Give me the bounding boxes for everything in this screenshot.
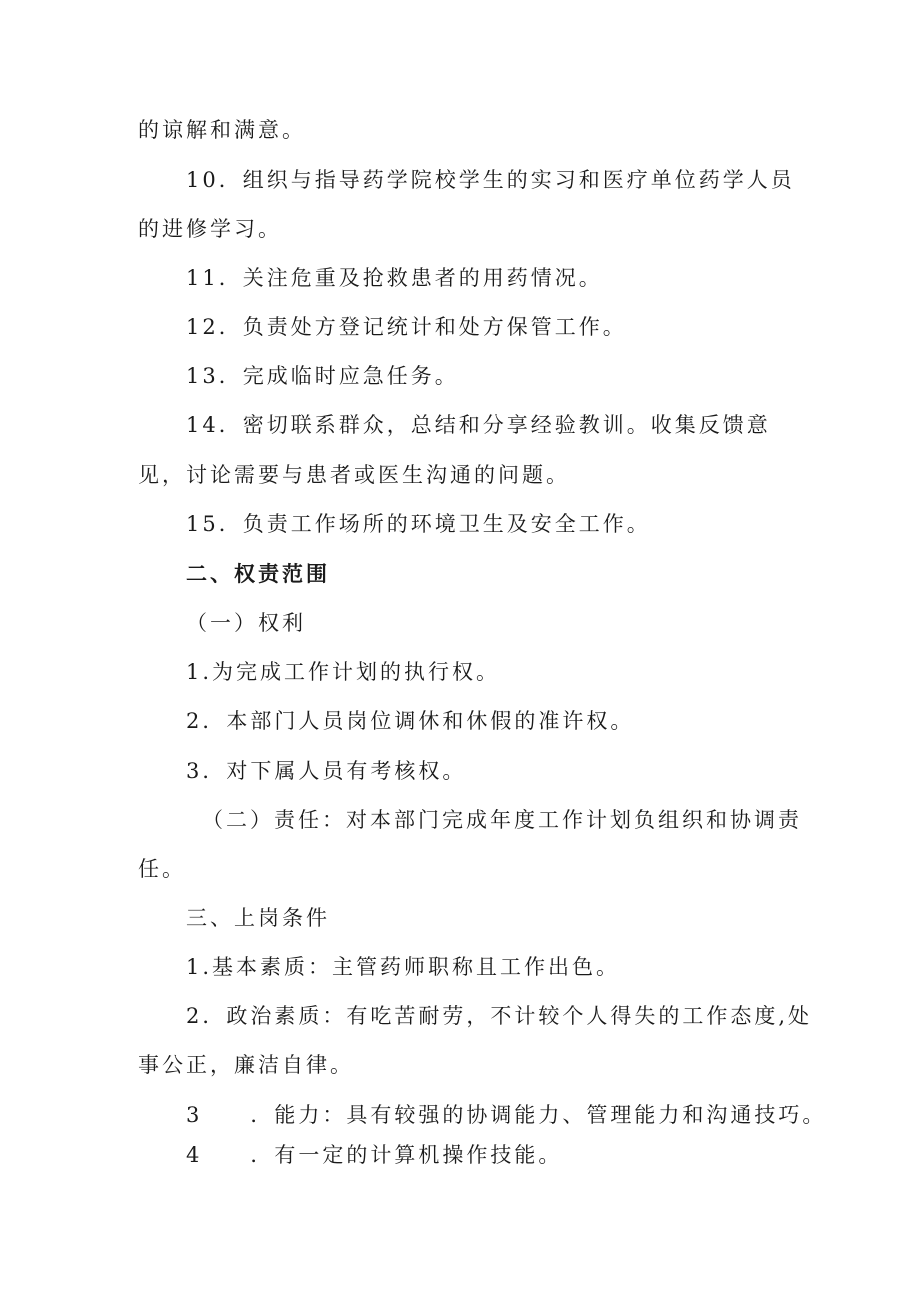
- text-line: 事公正，廉洁自律。: [138, 1053, 354, 1077]
- list-item-10: 10．组织与指导药学院校学生的实习和医疗单位药学人员: [186, 168, 795, 192]
- text-line: 的进修学习。: [138, 217, 282, 241]
- list-item-3: 3．对下属人员有考核权。: [186, 759, 467, 783]
- text-line: 见，讨论需要与患者或医生沟通的问题。: [138, 463, 570, 487]
- list-item-12: 12．负责处方登记统计和处方保管工作。: [186, 315, 627, 339]
- subsection-heading-rights: （一）权利: [186, 611, 306, 635]
- list-item-15: 15．负责工作场所的环境卫生及安全工作。: [186, 512, 651, 536]
- list-item-4: 4 ．有一定的计算机操作技能。: [186, 1143, 563, 1167]
- list-item-1: 1.为完成工作计划的执行权。: [186, 660, 501, 684]
- section-heading-3: 三、上岗条件: [186, 906, 330, 930]
- list-item-14: 14．密切联系群众，总结和分享经验教训。收集反馈意: [186, 413, 771, 437]
- list-item-1: 1.基本素质：主管药师职称且工作出色。: [186, 955, 621, 979]
- text-line: 的谅解和满意。: [138, 118, 306, 142]
- list-item-13: 13．完成临时应急任务。: [186, 364, 459, 388]
- list-item-3: 3 ．能力：具有较强的协调能力、管理能力和沟通技巧。: [186, 1103, 827, 1127]
- section-heading-2: 二、权责范围: [186, 561, 330, 586]
- list-item-2: 2．政治素质：有吃苦耐劳，不计较个人得失的工作态度,处: [186, 1004, 813, 1028]
- list-item-11: 11．关注危重及抢救患者的用药情况。: [186, 266, 603, 290]
- text-line: 任。: [138, 857, 186, 881]
- list-item-2: 2．本部门人员岗位调休和休假的准许权。: [186, 709, 635, 733]
- subsection-heading-responsibility: （二）责任：对本部门完成年度工作计划负组织和协调责: [202, 808, 802, 832]
